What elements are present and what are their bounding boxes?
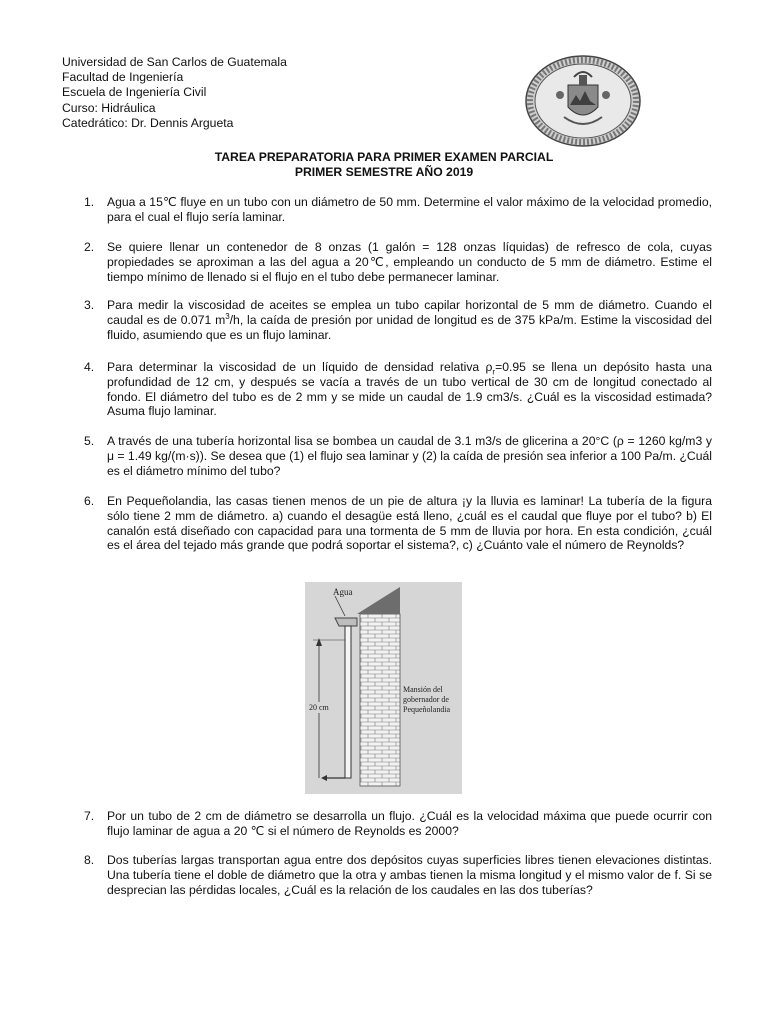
problem-text [107, 298, 712, 342]
problem-item [84, 298, 712, 342]
problem-item [84, 853, 712, 897]
school-name: Escuela de Ingeniería Civil [62, 85, 207, 100]
problem-text: En Pequeñolandia, las casas tienen menos de un pie de altura ¡y la lluvia es laminar! La tubería de la figura sólo tiene 2 mm de diámetro. a) cuando el desagüe está lleno, ¿cuál es el caudal que fluye por el tubo? b) El canalón está diseñado con capacidad para una tormenta de 5 mm de lluvia por hora. En esta condición, ¿cuál es el área del tejado más grande que podrá soportar el sistema?, c) ¿Cuánto vale el número de Reynolds? [107, 494, 712, 553]
problem-number: 7. [84, 809, 95, 823]
problem-text-part: =0.95 se llena un depósito hasta una profundidad de 12 cm, y después se vacía a través de un tubo vertical de 30 cm de longitud conectado al fondo. El diámetro del tubo es de 2 mm y se mide un caudal de 1.9 cm3/s. ¿Cuál es la viscosidad estimada? Asuma flujo laminar. [107, 360, 712, 419]
header-block [62, 55, 287, 131]
professor-name: Catedrático: Dr. Dennis Argueta [62, 115, 234, 130]
figure-label-water: Agua [333, 587, 353, 597]
university-name: Universidad de San Carlos de Guatemala [62, 55, 287, 69]
superscript: 3 [225, 311, 230, 321]
problem-text: A través de una tubería horizontal lisa se bombea un caudal de 3.1 m3/s de glicerina a 20°C (ρ = 1260 kg/m3 y μ = 1.49 kg/(m·s)). Se desea que (1) el flujo sea laminar y (2) la caída de presión sea inferior a 100 Pa/m. ¿Cuál es el diámetro mínimo del tubo? [107, 434, 712, 478]
problem-text: Se quiere llenar un contenedor de 8 onzas (1 galón = 128 onzas líquidas) de refresco de cola, cuyas propiedades se aproximan a las del agua a 20℃, empleando un conducto de 5 mm de diámetro. Estime el tiempo mínimo de llenado si el flujo en el tubo debe permanecer laminar. [107, 240, 712, 284]
problem-item [84, 494, 712, 553]
problem-number: 4. [84, 360, 95, 374]
problem-text [107, 360, 712, 419]
problem-text-part: Para medir la viscosidad de aceites se emplea un tubo capilar horizontal de 5 mm de diámetro. Cuando el caudal es de 0.071 m [107, 298, 712, 327]
figure-label-mansion-line-2: gobernador de [403, 695, 449, 704]
university-seal-icon [524, 55, 642, 147]
problem-number: 6. [84, 494, 95, 508]
problem-text: Por un tubo de 2 cm de diámetro se desarrolla un flujo. ¿Cuál es la velocidad máxima que puede ocurrir con flujo laminar de agua a 20 ℃ si el número de Reynolds es 2000? [107, 809, 712, 838]
problem-item [84, 360, 712, 419]
subscript: r [492, 367, 496, 377]
figure-label-mansion-line-1: Mansión del [403, 685, 443, 694]
rain-gutter-figure [305, 582, 462, 794]
problem-item [84, 809, 712, 839]
document-title [0, 150, 768, 180]
title-line-1: TAREA PREPARATORIA PARA PRIMER EXAMEN PARCIAL [214, 150, 554, 164]
figure-label-mansion-line-3: Pequeñolandia [403, 705, 451, 714]
faculty-name: Facultad de Ingeniería [62, 70, 184, 85]
problem-text: Dos tuberías largas transportan agua entre dos depósitos cuyas superficies libres tienen elevaciones distintas. Una tubería tiene el doble de diámetro que la otra y ambas tienen la misma longitud y el mismo valor de f. Si se desprecian las pérdidas locales, ¿Cuál es la relación de los caudales en las dos tuberías? [107, 853, 712, 897]
problem-number: 8. [84, 853, 95, 867]
title-line-2: PRIMER SEMESTRE AÑO 2019 [294, 165, 474, 179]
problem-number: 1. [84, 195, 95, 209]
problem-item [84, 434, 712, 478]
problem-number: 5. [84, 434, 95, 448]
problem-number: 3. [84, 298, 95, 312]
problem-item [84, 240, 712, 284]
problem-item [84, 195, 712, 225]
problem-text-part: Para determinar la viscosidad de un líquido de densidad relativa ρ [107, 360, 493, 374]
course-name: Curso: Hidráulica [62, 100, 156, 115]
figure-label-height: 20 cm [309, 703, 329, 712]
problem-text: Agua a 15℃ fluye en un tubo con un diámetro de 50 mm. Determine el valor máximo de la velocidad promedio, para el cual el flujo sería laminar. [107, 195, 712, 224]
problem-number: 2. [84, 240, 95, 254]
problem-text-part: /h, la caída de presión por unidad de longitud es de 375 kPa/m. Estime la viscosidad del fluido, asumiendo que es un flujo laminar. [107, 312, 712, 342]
